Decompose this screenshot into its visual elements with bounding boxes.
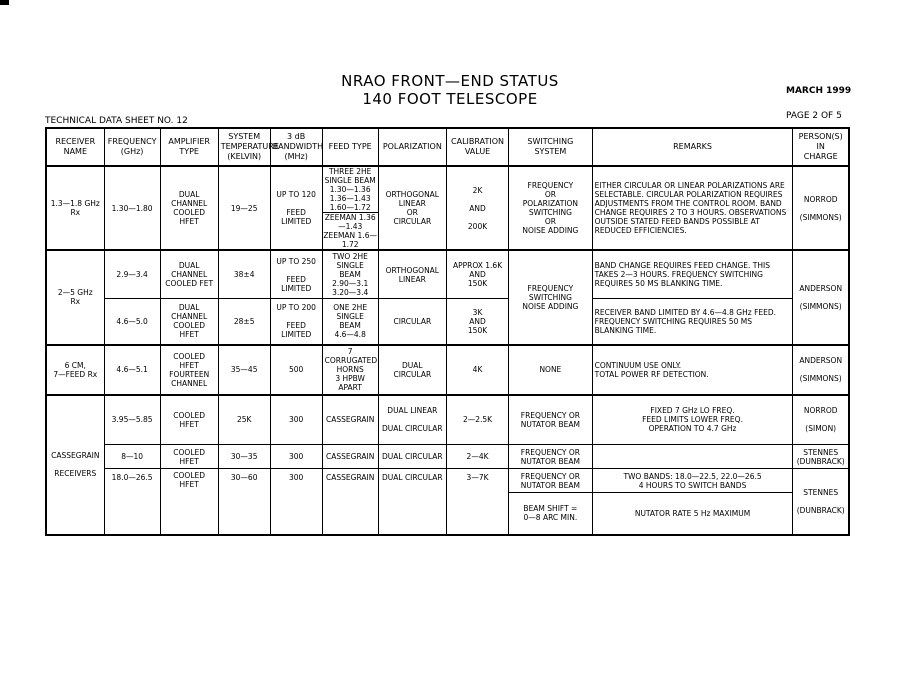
table-row [46, 395, 849, 445]
frequency-cell: 4.6—5.1 [104, 345, 160, 395]
receiver-cell: 1.3—1.8 GHz Rx [46, 166, 104, 250]
table-row [46, 445, 849, 469]
system-temperature-cell: 30—60 [218, 469, 270, 535]
switching-cell: BEAM SHIFT = 0—8 ARC MIN. [509, 493, 593, 535]
feed-cell: ONE 2HE SINGLE BEAM 4.6—4.8 [322, 299, 378, 345]
switching-cell: NONE [509, 345, 593, 395]
amplifier-cell: DUAL CHANNEL COOLED FET [160, 250, 218, 299]
calibration-cell: APPROX 1.6K AND 150K [446, 250, 508, 299]
amplifier-cell: COOLED HFET [160, 469, 218, 535]
feed-text: THREE 2HE SINGLE BEAM 1.30—1.36 1.36—1.43 1.60—1.72 [324, 167, 376, 212]
document-date: MARCH 1999 [786, 86, 852, 96]
amplifier-cell: DUAL CHANNEL COOLED HFET [160, 299, 218, 345]
receiver-cell: CASSEGRAIN RECEIVERS [46, 395, 104, 535]
amplifier-cell: COOLED HFET FOURTEEN CHANNEL [160, 345, 218, 395]
polarization-cell: DUAL CIRCULAR [378, 345, 446, 395]
polarization-cell: DUAL CIRCULAR [378, 445, 446, 469]
switching-cell: FREQUENCY OR NUTATOR BEAM [509, 395, 593, 445]
table-row [46, 299, 849, 345]
person-cell: ANDERSON (SIMMONS) [793, 345, 849, 395]
feed-cell [322, 166, 378, 250]
remarks-cell: BAND CHANGE REQUIRES FEED CHANGE. THIS TAKES 2—3 HOURS. FREQUENCY SWITCHING REQUIRES 50 MS BLANKING TIME. [592, 250, 793, 299]
bandwidth-cell: UP TO 200 FEED LIMITED [270, 299, 322, 345]
table-row [46, 469, 849, 493]
table-row [46, 250, 849, 299]
bandwidth-cell: 300 [270, 395, 322, 445]
switching-cell: FREQUENCY OR POLARIZATION SWITCHING OR NOISE ADDING [509, 166, 593, 250]
col-amplifier: AMPLIFIER TYPE [160, 128, 218, 166]
amplifier-cell: COOLED HFET [160, 445, 218, 469]
col-frequency: FREQUENCY (GHz) [104, 128, 160, 166]
remarks-cell: FIXED 7 GHz LO FREQ. FEED LIMITS LOWER FREQ. OPERATION TO 4.7 GHz [592, 395, 793, 445]
frequency-cell: 2.9—3.4 [104, 250, 160, 299]
feed-cell: 7 CORRUGATED HORNS 3 HPBW APART [322, 345, 378, 395]
receiver-cell: 6 CM, 7—FEED Rx [46, 345, 104, 395]
document-title [0, 72, 900, 108]
person-cell: ANDERSON (SIMMONS) [793, 250, 849, 345]
system-temperature-cell: 19—25 [218, 166, 270, 250]
polarization-cell: CIRCULAR [378, 299, 446, 345]
system-temperature-cell: 28±5 [218, 299, 270, 345]
system-temperature-cell: 30—35 [218, 445, 270, 469]
bandwidth-cell: 300 [270, 445, 322, 469]
col-feed-type: FEED TYPE [322, 128, 378, 166]
col-person: PERSON(S) IN CHARGE [793, 128, 849, 166]
frequency-cell: 18.0—26.5 [104, 469, 160, 535]
bandwidth-cell: UP TO 120 FEED LIMITED [270, 166, 322, 250]
amplifier-cell: DUAL CHANNEL COOLED HFET [160, 166, 218, 250]
corner-mark [0, 0, 9, 5]
col-polarization: POLARIZATION [378, 128, 446, 166]
system-temperature-cell: 38±4 [218, 250, 270, 299]
feed-cell: CASSEGRAIN [322, 445, 378, 469]
calibration-cell: 3—7K [446, 469, 508, 535]
switching-cell: FREQUENCY SWITCHING NOISE ADDING [509, 250, 593, 345]
col-calibration: CALIBRATION VALUE [446, 128, 508, 166]
calibration-cell: 4K [446, 345, 508, 395]
person-cell: STENNES (DUNBRACK) [793, 469, 849, 535]
amplifier-cell: COOLED HFET [160, 395, 218, 445]
calibration-cell: 3K AND 150K [446, 299, 508, 345]
remarks-cell: NUTATOR RATE 5 Hz MAXIMUM [592, 493, 793, 535]
system-temperature-cell: 25K [218, 395, 270, 445]
title-line-2: 140 FOOT TELESCOPE [362, 90, 538, 108]
remarks-cell: RECEIVER BAND LIMITED BY 4.6—4.8 GHz FEED. FREQUENCY SWITCHING REQUIRES 50 MS BLANKING TIME. [592, 299, 793, 345]
col-receiver: RECEIVER NAME [46, 128, 104, 166]
table-row [46, 345, 849, 395]
person-cell: NORROD (SIMON) [793, 395, 849, 445]
polarization-cell: ORTHOGONAL LINEAR [378, 250, 446, 299]
frequency-cell: 3.95—5.85 [104, 395, 160, 445]
feed-cell: TWO 2HE SINGLE BEAM 2.90—3.1 3.20—3.4 [322, 250, 378, 299]
person-cell: NORROD (SIMMONS) [793, 166, 849, 250]
table-row [46, 166, 849, 250]
remarks-cell: EITHER CIRCULAR OR LINEAR POLARIZATIONS ARE SELECTABLE. CIRCULAR POLARIZATION REQUIRES ADJUSTMENTS FROM THE CONTROL ROOM. BAND CHANGE REQUIRES 2 TO 3 HOURS. OBSERVATIONS OUTSIDE STATED FEED BANDS POSSIBLE AT REDUCED EFFICIENCIES. [592, 166, 793, 250]
switching-cell: FREQUENCY OR NUTATOR BEAM [509, 445, 593, 469]
person-cell: STENNES (DUNBRACK) [793, 445, 849, 469]
remarks-cell: TWO BANDS: 18.0—22.5, 22.0—26.5 4 HOURS TO SWITCH BANDS [592, 469, 793, 493]
receiver-cell: 2—5 GHz Rx [46, 250, 104, 345]
bandwidth-cell: 500 [270, 345, 322, 395]
col-switching: SWITCHING SYSTEM [509, 128, 593, 166]
feed-cell: CASSEGRAIN [322, 395, 378, 445]
calibration-cell: 2K AND 200K [446, 166, 508, 250]
remarks-cell: CONTINUUM USE ONLY. TOTAL POWER RF DETECTION. [592, 345, 793, 395]
frequency-cell: 4.6—5.0 [104, 299, 160, 345]
bandwidth-cell: UP TO 250 FEED LIMITED [270, 250, 322, 299]
feed-cell: CASSEGRAIN [322, 469, 378, 535]
sheet-label: TECHNICAL DATA SHEET NO. 12 [45, 116, 188, 126]
header-row [46, 128, 849, 166]
polarization-cell: ORTHOGONAL LINEAR OR CIRCULAR [378, 166, 446, 250]
title-line-1: NRAO FRONT—END STATUS [341, 72, 559, 90]
calibration-cell: 2—2.5K [446, 395, 508, 445]
zeeman-text: ZEEMAN 1.36—1.43 ZEEMAN 1.6—1.72 [323, 213, 377, 249]
polarization-cell: DUAL LINEAR DUAL CIRCULAR [378, 395, 446, 445]
status-table [45, 127, 850, 523]
calibration-cell: 2—4K [446, 445, 508, 469]
col-bandwidth: 3 dB BANDWIDTH (MHz) [270, 128, 322, 166]
polarization-cell: DUAL CIRCULAR [378, 469, 446, 535]
col-remarks: REMARKS [592, 128, 793, 166]
bandwidth-cell: 300 [270, 469, 322, 535]
page-number: PAGE 2 OF 5 [786, 111, 842, 121]
remarks-cell [592, 445, 793, 469]
switching-cell: FREQUENCY OR NUTATOR BEAM [509, 469, 593, 493]
col-system-temperature: SYSTEM TEMPERATURE (KELVIN) [218, 128, 270, 166]
system-temperature-cell: 35—45 [218, 345, 270, 395]
frequency-cell: 1.30—1.80 [104, 166, 160, 250]
frequency-cell: 8—10 [104, 445, 160, 469]
